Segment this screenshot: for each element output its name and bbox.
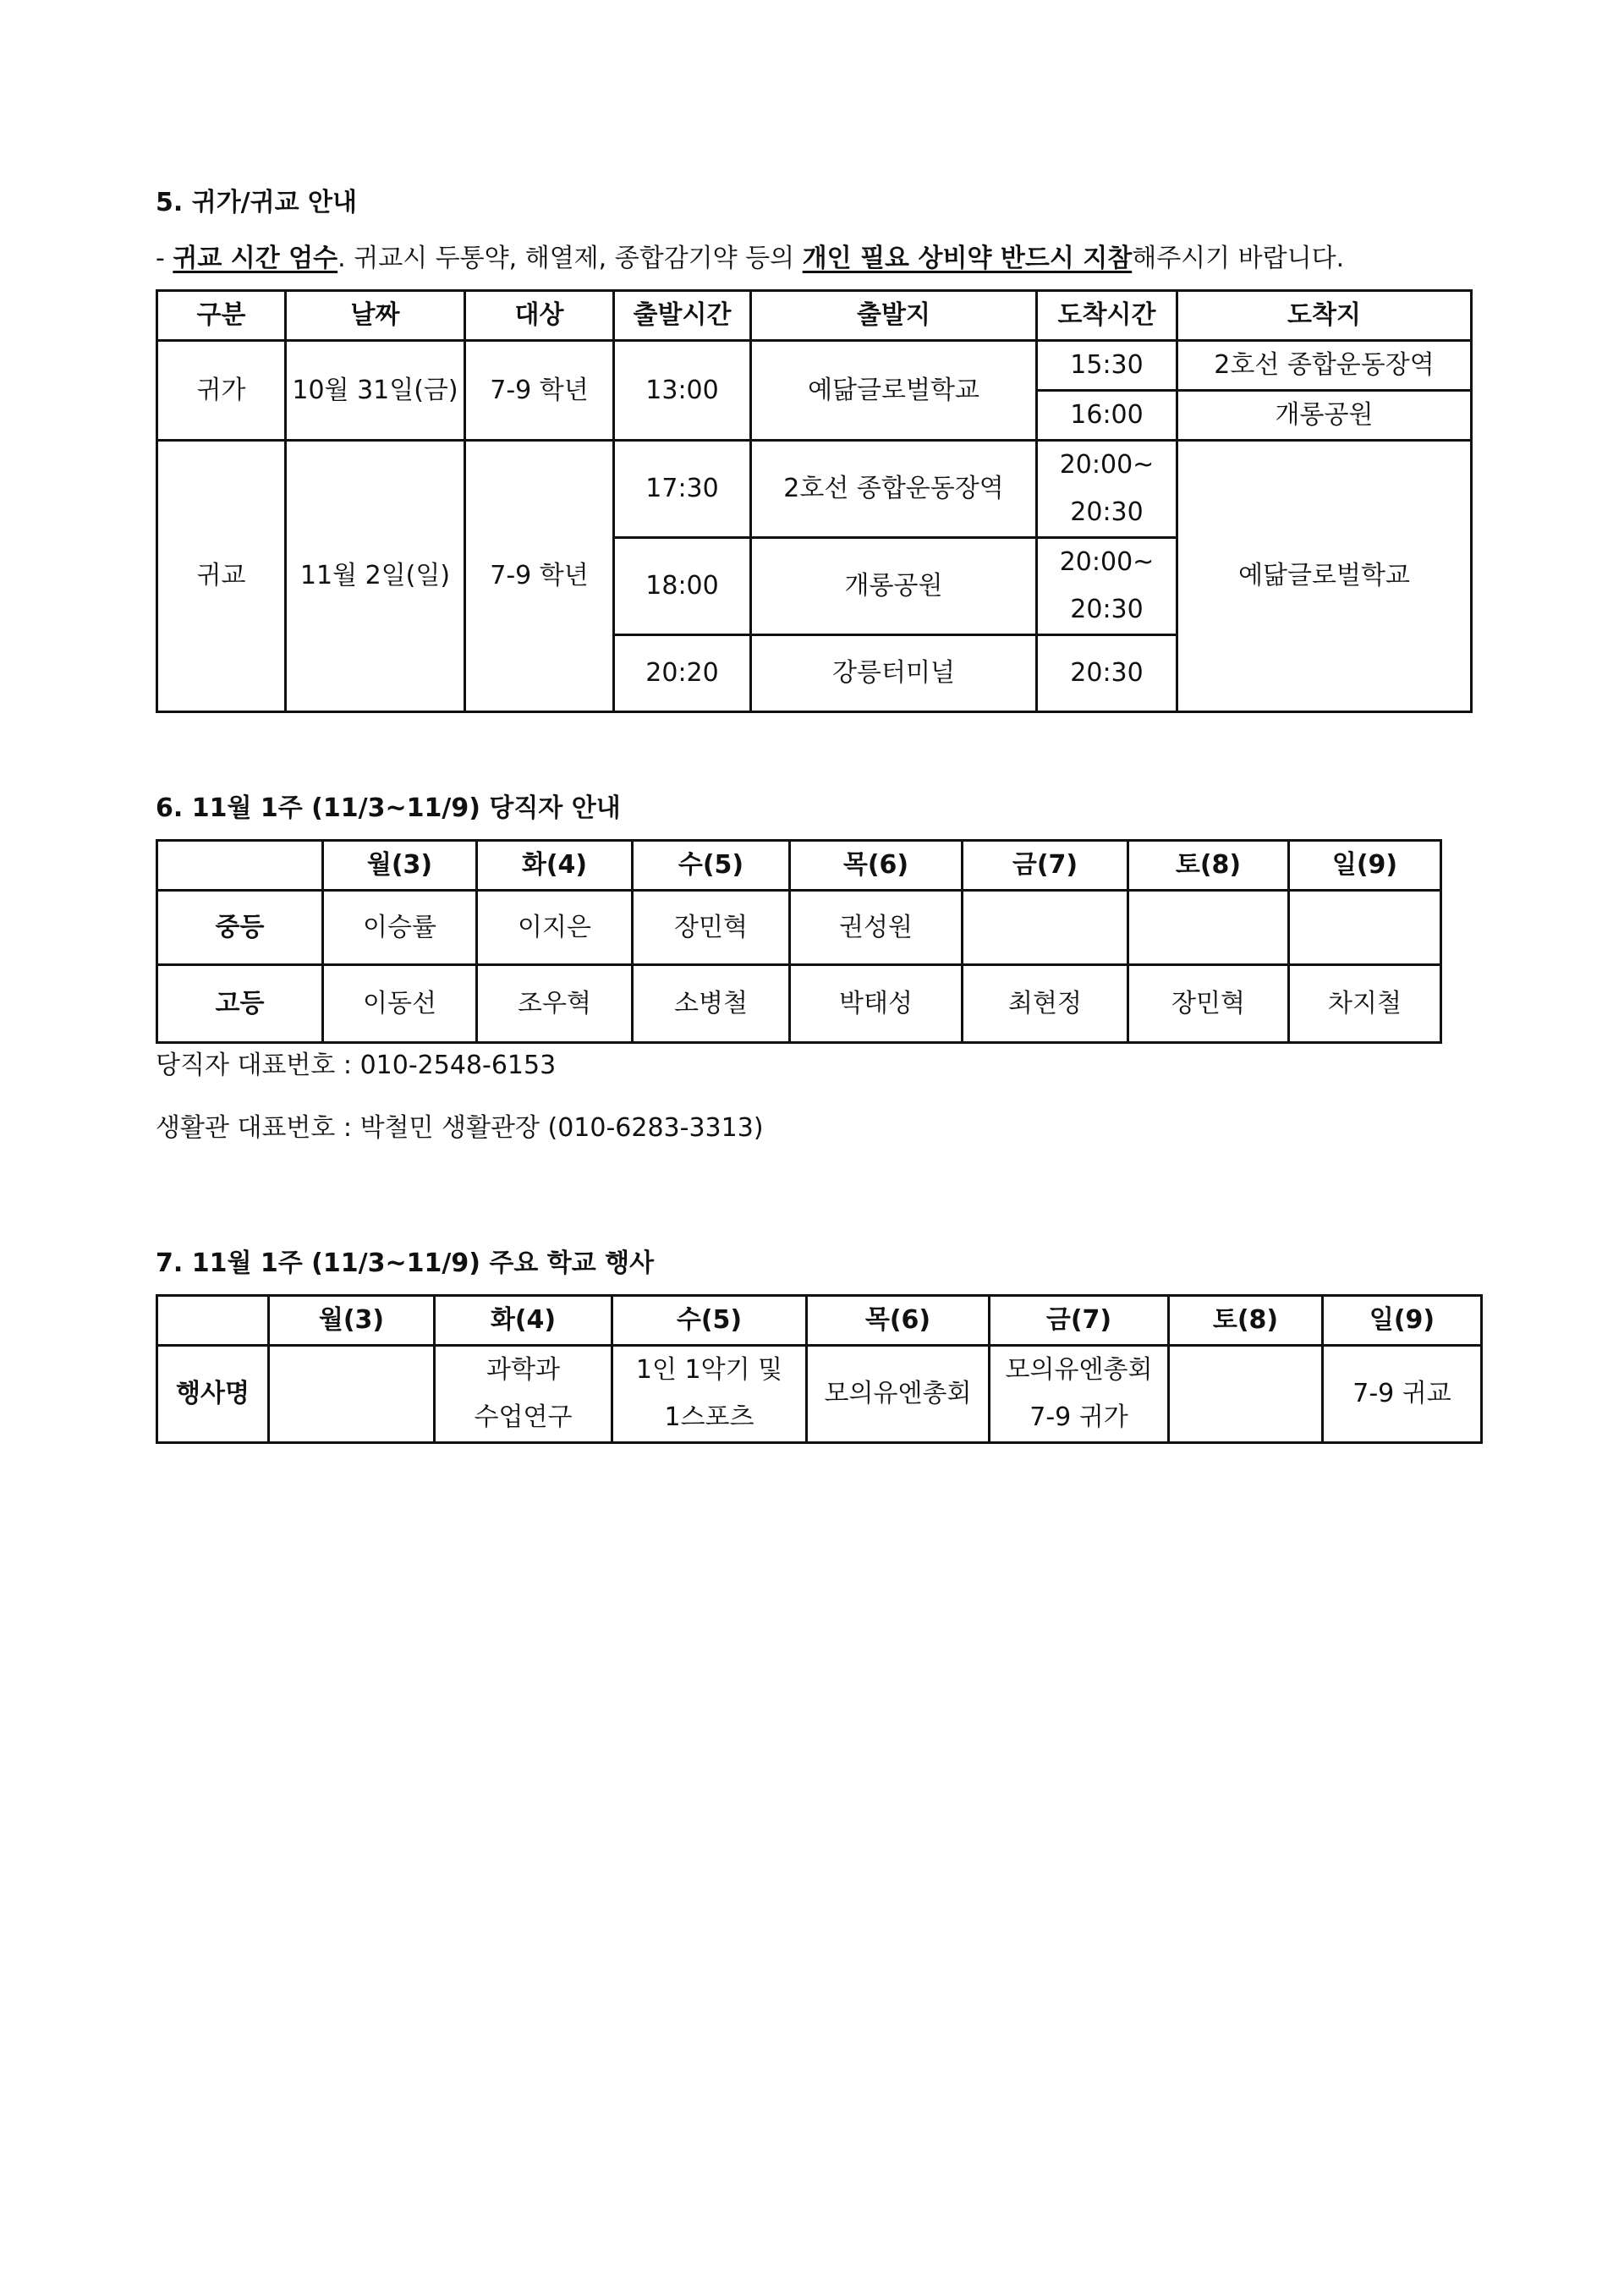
go-home-arrive-time: 16:00	[1037, 391, 1177, 441]
event-cell	[612, 1346, 807, 1443]
return-type: 귀교	[157, 441, 286, 712]
section-5-heading: 5. 귀가/귀교 안내	[156, 188, 357, 217]
duty-cell: 장민혁	[1128, 965, 1289, 1043]
notice-suffix: 해주시기 바랍니다.	[1132, 244, 1345, 273]
duty-cell: 권성원	[790, 891, 963, 965]
events-day: 화(4)	[435, 1296, 612, 1346]
go-home-arrive-place: 개롱공원	[1177, 391, 1472, 441]
go-home-depart-time: 13:00	[614, 341, 751, 441]
go-home-arrive-time: 15:30	[1037, 341, 1177, 391]
return-target: 7-9 학년	[465, 441, 614, 712]
event-line-1: 모의유엔총회	[1005, 1355, 1153, 1385]
duty-day: 화(4)	[477, 841, 633, 891]
duty-row-label: 중등	[157, 891, 323, 965]
duty-day: 수(5)	[633, 841, 790, 891]
duty-cell: 최현정	[963, 965, 1128, 1043]
duty-corner	[157, 841, 323, 891]
arrive-time-line-1: 20:00~	[1059, 547, 1155, 577]
transport-table	[156, 289, 1473, 713]
events-day: 수(5)	[612, 1296, 807, 1346]
return-arrive-time	[1037, 538, 1177, 635]
return-date: 11월 2일(일)	[286, 441, 465, 712]
return-arrive-time: 20:30	[1037, 635, 1177, 712]
events-day: 금(7)	[990, 1296, 1169, 1346]
duty-day: 일(9)	[1289, 841, 1441, 891]
header-target: 대상	[465, 291, 614, 341]
event-cell	[1323, 1346, 1482, 1443]
arrive-time-line-2: 20:30	[1070, 595, 1144, 624]
section-7	[156, 1245, 1483, 1444]
duty-table	[156, 839, 1442, 1044]
header-arrive-place: 도착지	[1177, 291, 1472, 341]
go-home-type: 귀가	[157, 341, 286, 441]
notice-emphasis-2: 개인 필요 상비약 반드시 지참	[802, 244, 1133, 273]
arrive-time-line-2: 20:30	[1070, 497, 1144, 527]
event-line-1: 1인 1악기 및	[635, 1355, 783, 1385]
events-header-row	[157, 1296, 1482, 1346]
event-line-1: 모의유엔총회	[824, 1379, 972, 1408]
table-row	[157, 341, 1472, 391]
header-date: 날짜	[286, 291, 465, 341]
return-depart-time: 17:30	[614, 441, 751, 538]
return-depart-place: 강릉터미널	[751, 635, 1037, 712]
section-5	[156, 184, 1473, 713]
arrive-time-line-1: 20:00~	[1059, 450, 1155, 480]
duty-header-row	[157, 841, 1441, 891]
header-depart-time: 출발시간	[614, 291, 751, 341]
event-line-2: 수업연구	[474, 1402, 573, 1432]
duty-day: 목(6)	[790, 841, 963, 891]
return-depart-time: 20:20	[614, 635, 751, 712]
duty-day: 월(3)	[323, 841, 477, 891]
events-day: 목(6)	[807, 1296, 990, 1346]
transport-header-row	[157, 291, 1472, 341]
table-row	[157, 965, 1441, 1043]
event-line-1: 과학과	[486, 1355, 560, 1385]
duty-cell	[1128, 891, 1289, 965]
event-cell	[807, 1346, 990, 1443]
duty-cell: 차지철	[1289, 965, 1441, 1043]
go-home-depart-place: 예닮글로벌학교	[751, 341, 1037, 441]
duty-cell	[1289, 891, 1441, 965]
events-day: 월(3)	[269, 1296, 435, 1346]
return-depart-time: 18:00	[614, 538, 751, 635]
duty-cell: 박태성	[790, 965, 963, 1043]
notice-middle: . 귀교시 두통약, 해열제, 종합감기약 등의	[337, 244, 803, 273]
go-home-date: 10월 31일(금)	[286, 341, 465, 441]
duty-day: 금(7)	[963, 841, 1128, 891]
return-depart-place: 2호선 종합운동장역	[751, 441, 1037, 538]
go-home-target: 7-9 학년	[465, 341, 614, 441]
notice-prefix: -	[156, 244, 173, 273]
events-day: 토(8)	[1169, 1296, 1323, 1346]
go-home-arrive-place: 2호선 종합운동장역	[1177, 341, 1472, 391]
duty-cell: 소병철	[633, 965, 790, 1043]
dormitory-contact: 생활관 대표번호 : 박철민 생활관장 (010-6283-3313)	[156, 1113, 764, 1143]
event-cell	[990, 1346, 1169, 1443]
table-row	[157, 441, 1472, 538]
events-table	[156, 1294, 1483, 1444]
event-cell	[269, 1346, 435, 1443]
event-line-2: 1스포츠	[664, 1402, 754, 1432]
table-row	[157, 1346, 1482, 1443]
event-cell	[1169, 1346, 1323, 1443]
header-arrive-time: 도착시간	[1037, 291, 1177, 341]
event-line-2: 7-9 귀가	[1029, 1402, 1128, 1432]
events-row-label: 행사명	[157, 1346, 269, 1443]
event-cell	[435, 1346, 612, 1443]
table-row	[157, 891, 1441, 965]
duty-row-label: 고등	[157, 965, 323, 1043]
header-type: 구분	[157, 291, 286, 341]
section-7-heading: 7. 11월 1주 (11/3~11/9) 주요 학교 행사	[156, 1249, 655, 1278]
section-6-heading: 6. 11월 1주 (11/3~11/9) 당직자 안내	[156, 793, 621, 823]
duty-day: 토(8)	[1128, 841, 1289, 891]
header-depart-place: 출발지	[751, 291, 1037, 341]
return-arrive-time	[1037, 441, 1177, 538]
duty-contact: 당직자 대표번호 : 010-2548-6153	[156, 1051, 557, 1080]
duty-cell: 이지은	[477, 891, 633, 965]
duty-cell: 이승률	[323, 891, 477, 965]
events-corner	[157, 1296, 269, 1346]
duty-cell	[963, 891, 1128, 965]
duty-cell: 장민혁	[633, 891, 790, 965]
events-day: 일(9)	[1323, 1296, 1482, 1346]
event-line-1: 7-9 귀교	[1352, 1379, 1451, 1408]
section-6	[156, 790, 1442, 1147]
duty-cell: 조우혁	[477, 965, 633, 1043]
return-arrive-place: 예닮글로벌학교	[1177, 441, 1472, 712]
return-depart-place: 개롱공원	[751, 538, 1037, 635]
notice-emphasis-1: 귀교 시간 엄수	[173, 244, 338, 273]
section-5-notice	[156, 240, 1473, 277]
duty-cell: 이동선	[323, 965, 477, 1043]
